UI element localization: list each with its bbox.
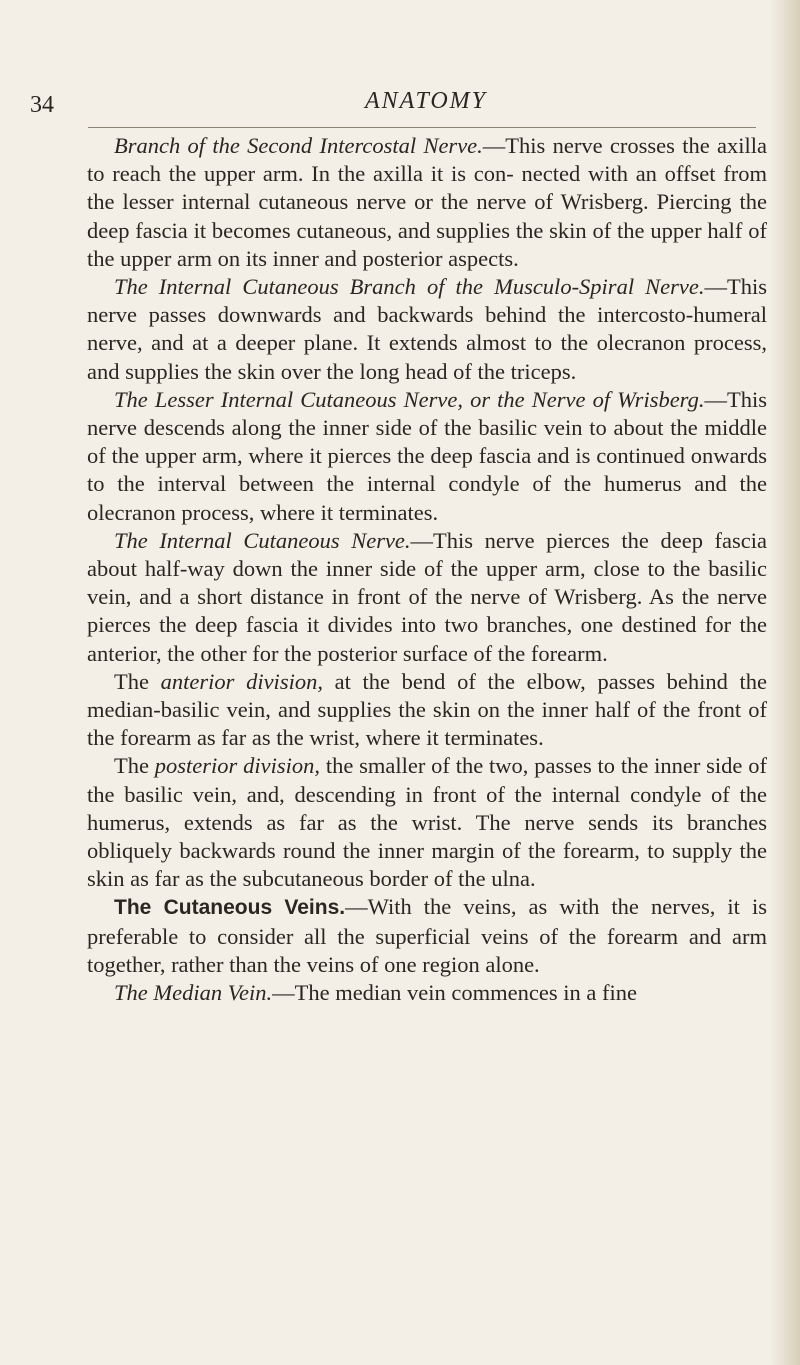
paragraph-anterior-division <box>87 668 767 753</box>
paragraph-lead: The <box>114 753 155 779</box>
paragraph-text: —The median vein commences in a fine <box>272 980 637 1006</box>
body-text <box>87 132 767 1007</box>
page-header <box>30 84 770 124</box>
paragraph-text: at the bend of the elbow, passes behind the median-basilic vein, and supplies the skin on the inner half of the front of the forearm as far as the wrist, where it terminates. <box>87 668 768 751</box>
header-rule <box>88 127 756 128</box>
paragraph-internal-cutaneous <box>87 527 767 668</box>
paragraph-text: —This nerve crosses the axilla to reach the upper arm. In the axilla it is con- nected with an offset from the lesser internal cutaneous nerve or the nerve of Wrisberg. Piercing the deep fascia it becomes cutaneous, and supplies the skin of the upper half of the upper arm on its inner and posterior aspects. <box>87 133 767 271</box>
running-head: ANATOMY <box>365 88 488 114</box>
paragraph-musculo-spiral <box>87 273 767 386</box>
page-number: 34 <box>30 92 54 118</box>
paragraph-text: —This nerve pierces the deep fascia about half-way down the inner side of the upper arm, close to the basilic vein, and a short distance in front of the nerve of Wrisberg. As the nerve pierces the deep fascia it divides into two branches, one destined for the anterior, the other for the posterior surface of the forearm. <box>87 527 767 666</box>
paragraph-text: —This nerve descends along the inner side of the basilic vein to about the middle of the upper arm, where it pierces the deep fascia and is continued onwards to the interval between the internal condyle of the humerus and the olecranon process, where it terminates. <box>87 386 767 525</box>
paragraph-text: —With the veins, as with the nerves, it is preferable to consider all the superficial veins of the forearm and arm together, rather than the veins of one region alone. <box>87 894 767 977</box>
paragraph-text: —This nerve passes downwards and backwards behind the intercosto-humeral nerve, and at a deeper plane. It extends almost to the olecranon process, and supplies the skin over the long head of the triceps. <box>87 274 767 384</box>
paragraph-lead: The <box>114 668 161 694</box>
paragraph-text: the smaller of the two, passes to the inner side of the basilic vein, and, descending in front of the internal condyle of the humerus, extends as far as the wrist. The nerve sends its branches obliquely backwards round the inner margin of the forearm, to supply the skin as far as the subcutaneous border of the ulna. <box>87 753 767 892</box>
paragraph-posterior-division <box>87 752 767 893</box>
paragraph-title: The Median Vein. <box>114 980 273 1006</box>
paragraph-wrisberg <box>87 386 767 527</box>
paragraph-title: Branch of the Second Intercostal Nerve. <box>114 133 483 158</box>
paragraph-second-intercostal <box>87 132 767 273</box>
paragraph-title: The Lesser Internal Cutaneous Nerve, or the Nerve of Wrisberg. <box>114 386 705 412</box>
paragraph-title: The Internal Cutaneous Branch of the Musculo-Spiral Nerve. <box>114 274 705 300</box>
paragraph-title: anterior division, <box>160 668 323 694</box>
page-edge-shadow <box>770 0 800 1365</box>
paragraph-cutaneous-veins <box>87 893 767 979</box>
paragraph-title: posterior division, <box>154 753 320 779</box>
paragraph-median-vein <box>87 979 767 1007</box>
paragraph-title: The Internal Cutaneous Nerve. <box>114 527 411 553</box>
section-heading: The Cutaneous Veins. <box>114 896 346 920</box>
